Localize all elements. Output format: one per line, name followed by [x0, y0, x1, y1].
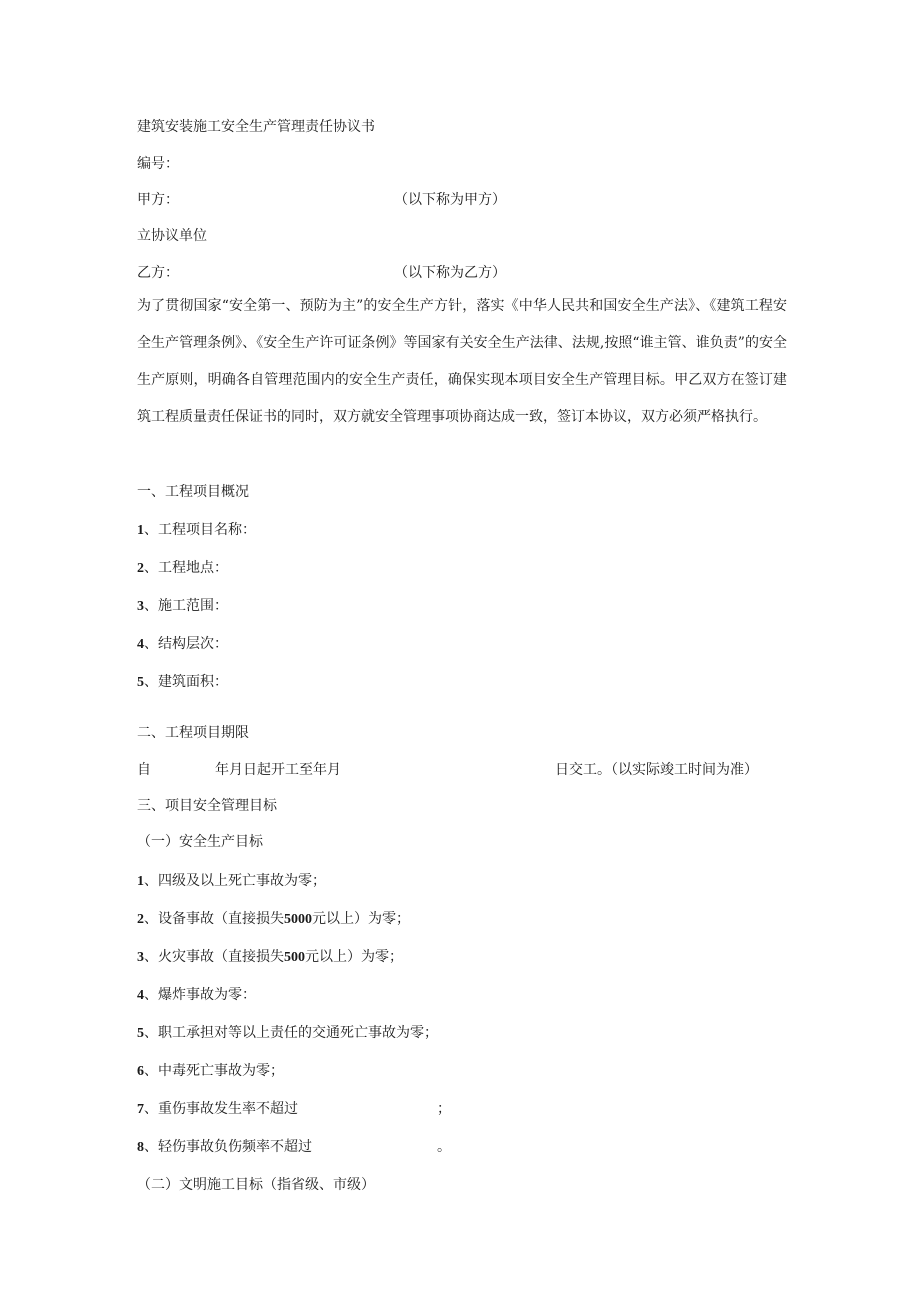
list-item: 4、爆炸事故为零： [137, 987, 256, 1003]
section2-heading: 二、工程项目期限 [137, 725, 249, 741]
list-item: 2、工程地点： [137, 560, 228, 576]
item-tail: ； [437, 1101, 451, 1117]
list-item: 3、施工范围： [137, 598, 228, 614]
list-item: 5、建筑面积： [137, 674, 228, 690]
list-item: 7、重伤事故发生率不超过 [137, 1101, 298, 1117]
section3-heading: 三、项目安全管理目标 [137, 798, 277, 814]
list-item: 8、轻伤事故负伤频率不超过 [137, 1139, 312, 1155]
item-tail: 。 [437, 1139, 451, 1155]
document-title: 建筑安装施工安全生产管理责任协议书 [137, 119, 375, 135]
term-end: 日交工。（以实际竣工时间为准） [555, 762, 758, 778]
party-b-note: （以下称为乙方） [394, 265, 506, 281]
list-item: 3、火灾事故（直接损失500元以上）为零； [137, 949, 403, 965]
intro-paragraph: 为了贯彻国家“安全第一、预防为主”的安全生产方针，落实《中华人民共和国安全生产法》、《建筑工程安全生产管理条例》、《安全生产许可证条例》等国家有关安全生产法律、法规,按照“谁主管、谁负责”的安全生产原则，明确各自管理范围内的安全生产责任，确保实现本项目安全生产管理目标。甲乙双方在签订建筑工程质量责任保证书的同时，双方就安全管理事项协商达成一致，签订本协议，双方必须严格执行。 [137, 298, 787, 425]
subsection-heading: （二）文明施工目标（指省级、市级） [137, 1177, 375, 1193]
party-b-label: 乙方： [137, 265, 179, 281]
list-item: 6、中毒死亡事故为零； [137, 1063, 284, 1079]
list-item: 4、结构层次： [137, 636, 228, 652]
signing-unit-label: 立协议单位 [137, 228, 207, 244]
number-label: 编号： [137, 156, 179, 172]
term-from: 自 [137, 762, 151, 778]
list-item: 1、工程项目名称： [137, 522, 256, 538]
subsection-heading: （一）安全生产目标 [137, 834, 263, 850]
section1-heading: 一、工程项目概况 [137, 484, 249, 500]
term-start: 年月日起开工至年月 [215, 762, 341, 778]
party-a-label: 甲方： [137, 192, 179, 208]
list-item: 5、职工承担对等以上责任的交通死亡事故为零； [137, 1025, 438, 1041]
party-a-note: （以下称为甲方） [394, 192, 506, 208]
list-item: 1、四级及以上死亡事故为零； [137, 873, 326, 889]
list-item: 2、设备事故（直接损失5000元以上）为零； [137, 911, 410, 927]
